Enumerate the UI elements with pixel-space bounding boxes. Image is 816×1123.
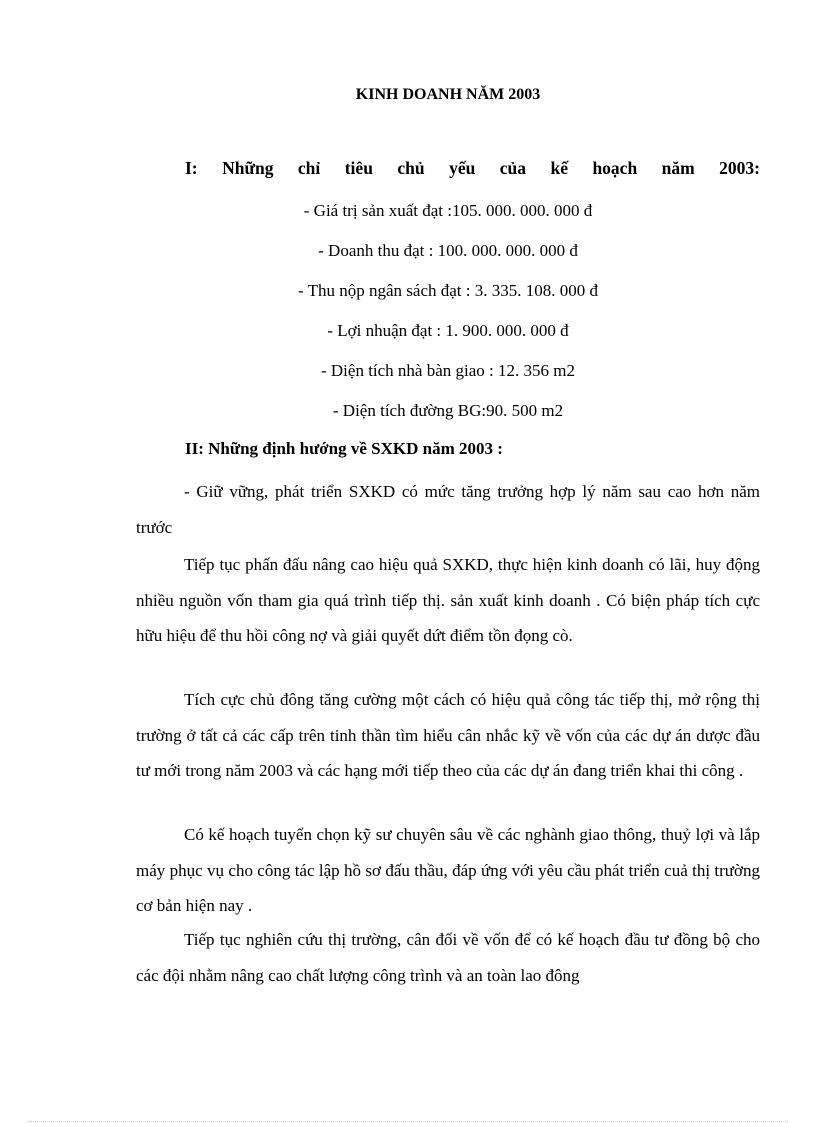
target-item-road-area: - Diện tích đường BG:90. 500 m2 — [332, 401, 564, 420]
target-item-revenue: - Doanh thu đạt : 100. 000. 000. 000 đ — [318, 241, 578, 260]
section-1-heading: I: Những chỉ tiêu chủ yếu của kế hoạch năm 2003: — [185, 158, 760, 178]
paragraph-efficiency: Tiếp tục phấn đấu nâng cao hiệu quả SXKD, thực hiện kinh doanh có lãi, huy động nhiều nguồn vốn tham gia quá trình tiếp thị. sản xuất kinh doanh . Có biện pháp tích cực hữu hiệu để thu hồi công nợ và giải quyết dứt điểm tồn đọng cò. — [136, 555, 760, 646]
target-item-production-value: - Giá trị sản xuất đạt :105. 000. 000. 000 đ — [303, 201, 593, 220]
paragraph-marketing: Tích cực chủ đông tăng cường một cách có hiệu quả công tác tiếp thị, mở rộng thị trường ở tất cả các cấp trên tinh thần tìm hiểu cân nhắc kỹ về vốn của các dự án dược đầu tư mới trong năm 2003 và các hạng mới tiếp theo của các dự án đang triển khai thi công . — [136, 690, 760, 781]
document-title: KINH DOANH NĂM 2003 — [355, 86, 541, 103]
target-list — [0, 199, 816, 439]
target-item-budget-payment: - Thu nộp ngân sách đạt : 3. 335. 108. 000 đ — [298, 281, 598, 300]
paragraph-market-research: Tiếp tục nghiên cứu thị trường, cân đối về vốn để có kế hoạch đầu tư đồng bộ cho các đội nhằm nâng cao chất lượng công trình và an toàn lao đông — [136, 930, 760, 985]
page-bottom-divider — [28, 1121, 788, 1122]
target-item-profit: - Lợi nhuận đạt : 1. 900. 000. 000 đ — [327, 321, 569, 340]
paragraph-growth: - Giữ vững, phát triển SXKD có mức tăng trưởng hợp lý năm sau cao hơn năm trước — [136, 482, 760, 537]
paragraph-recruitment: Có kế hoạch tuyển chọn kỹ sư chuyên sâu về các nghành giao thông, thuỷ lợi và lắp máy phục vụ cho công tác lập hồ sơ đấu thầu, đáp ứng với yêu cầu phát triển cuả thị trường cơ bản hiện nay . — [136, 825, 760, 916]
target-item-housing-area: - Diện tích nhà bàn giao : 12. 356 m2 — [320, 361, 575, 380]
section-2-heading: II: Những định hướng về SXKD năm 2003 : — [185, 439, 503, 458]
